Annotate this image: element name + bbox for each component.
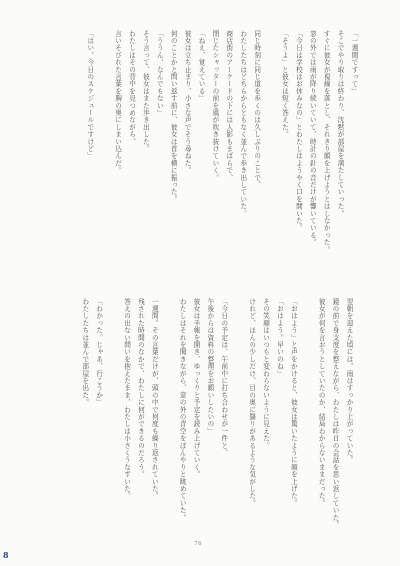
text-line: 残された時間のなかで、わたしに何ができるのだろう。 bbox=[136, 298, 145, 478]
text-line: 「今日は学校はお休みなの」とわたしはようやく口を開いた。 bbox=[294, 30, 303, 232]
text-line: わたしはそれを聞きながら、窓の外の青空をぼんやりと眺めていた。 bbox=[178, 298, 187, 522]
margin-mark: 8 bbox=[3, 550, 9, 560]
text-line bbox=[96, 30, 110, 264]
text-line: その笑顔はいつもと変わらないように見えた。 bbox=[261, 298, 270, 450]
text-line: 「ねえ、覚えている」 bbox=[197, 30, 206, 102]
text-line: 同じ時刻に同じ道を歩くのは久しぶりのことで、 bbox=[252, 30, 261, 189]
text-line: 閉じたシャッターの前を風が吹き抜けていく。 bbox=[210, 30, 219, 182]
text-line: 何のことかと問い返す前に、彼女は首を横に振った。 bbox=[169, 30, 178, 203]
text-line: 「今日の予定は、午前中に打ち合わせが一件と、 bbox=[219, 298, 228, 457]
text-line: 窓の外では雨が降り続いていて、時計の針の音だけが響いている。 bbox=[308, 30, 317, 246]
text-line: 翌朝を迎えた頃には、雨はすっかり上がっていた。 bbox=[345, 298, 353, 464]
text-line: 「はい。今日のスケジュールですけど」 bbox=[85, 30, 94, 160]
text-line: 鏡の前で身支度を整えながら、わたしは昨日の会話を思い返していた。 bbox=[331, 298, 340, 529]
text-line: 一週間。その言葉だけが、頭の中で何度も繰り返されていた。 bbox=[150, 298, 159, 500]
text-line: 答えの出ない問いを抱えたまま、わたしは小さくうなずいた。 bbox=[122, 298, 131, 500]
text-line: 「わかった。じゃあ、行こうか」 bbox=[94, 298, 103, 406]
text-line: 「おはよう」と声をかけると、彼女は驚いたように顔を上げた。 bbox=[289, 298, 298, 507]
text-line: けれど、ほんの少しだけ、目の奥に翳りがあるような気がした。 bbox=[247, 298, 256, 507]
text-line: 彼女が何を言おうとしていたのか、結局わからないままだった。 bbox=[317, 298, 326, 507]
text-line: 午後からは資料の整理をお願いしたいの」 bbox=[205, 298, 214, 435]
page-number: 76 bbox=[194, 541, 202, 547]
text-line bbox=[160, 298, 174, 536]
text-line: そう言って、彼女はまた歩き出した。 bbox=[141, 30, 150, 153]
lower-text-block bbox=[49, 298, 355, 536]
text-line: 言いそびれた言葉を胸の奥にしまい込んだ。 bbox=[113, 30, 122, 174]
text-line: わたしたちはどちらからともなく並んで歩き出していた。 bbox=[238, 30, 247, 218]
text-line: 「一週間ですって」 bbox=[350, 30, 358, 95]
text-line: 商店街のアーケードの下には人影もまばらで、 bbox=[224, 30, 233, 182]
text-line: そこでやり取りは終わり、沈黙が部屋を満たしていった。 bbox=[336, 30, 345, 218]
text-line bbox=[105, 298, 119, 536]
text-line: 彼女は手帳を開き、ゆっくりと予定を読み上げていく。 bbox=[192, 298, 201, 478]
text-line: 「おはよう。早いのね」 bbox=[275, 298, 284, 378]
text-line bbox=[299, 298, 313, 536]
text-line: わたしはその背中を見つめながら、 bbox=[127, 30, 136, 146]
text-line: 「ううん、なんでもない」 bbox=[155, 30, 164, 117]
upper-text-block bbox=[54, 30, 360, 264]
text-line: 彼女は立ち止まり、小さな声でそう尋ねた。 bbox=[183, 30, 192, 174]
text-line: わたしたちは並んで部屋を出た。 bbox=[80, 298, 89, 406]
text-line: すぐに彼女が視線を落とし、それきり顔を上げようとはしなかった。 bbox=[322, 30, 331, 254]
text-line bbox=[230, 298, 244, 536]
text-line bbox=[263, 30, 277, 264]
text-line: 「そうよ」と彼女は短く答えた。 bbox=[280, 30, 289, 138]
